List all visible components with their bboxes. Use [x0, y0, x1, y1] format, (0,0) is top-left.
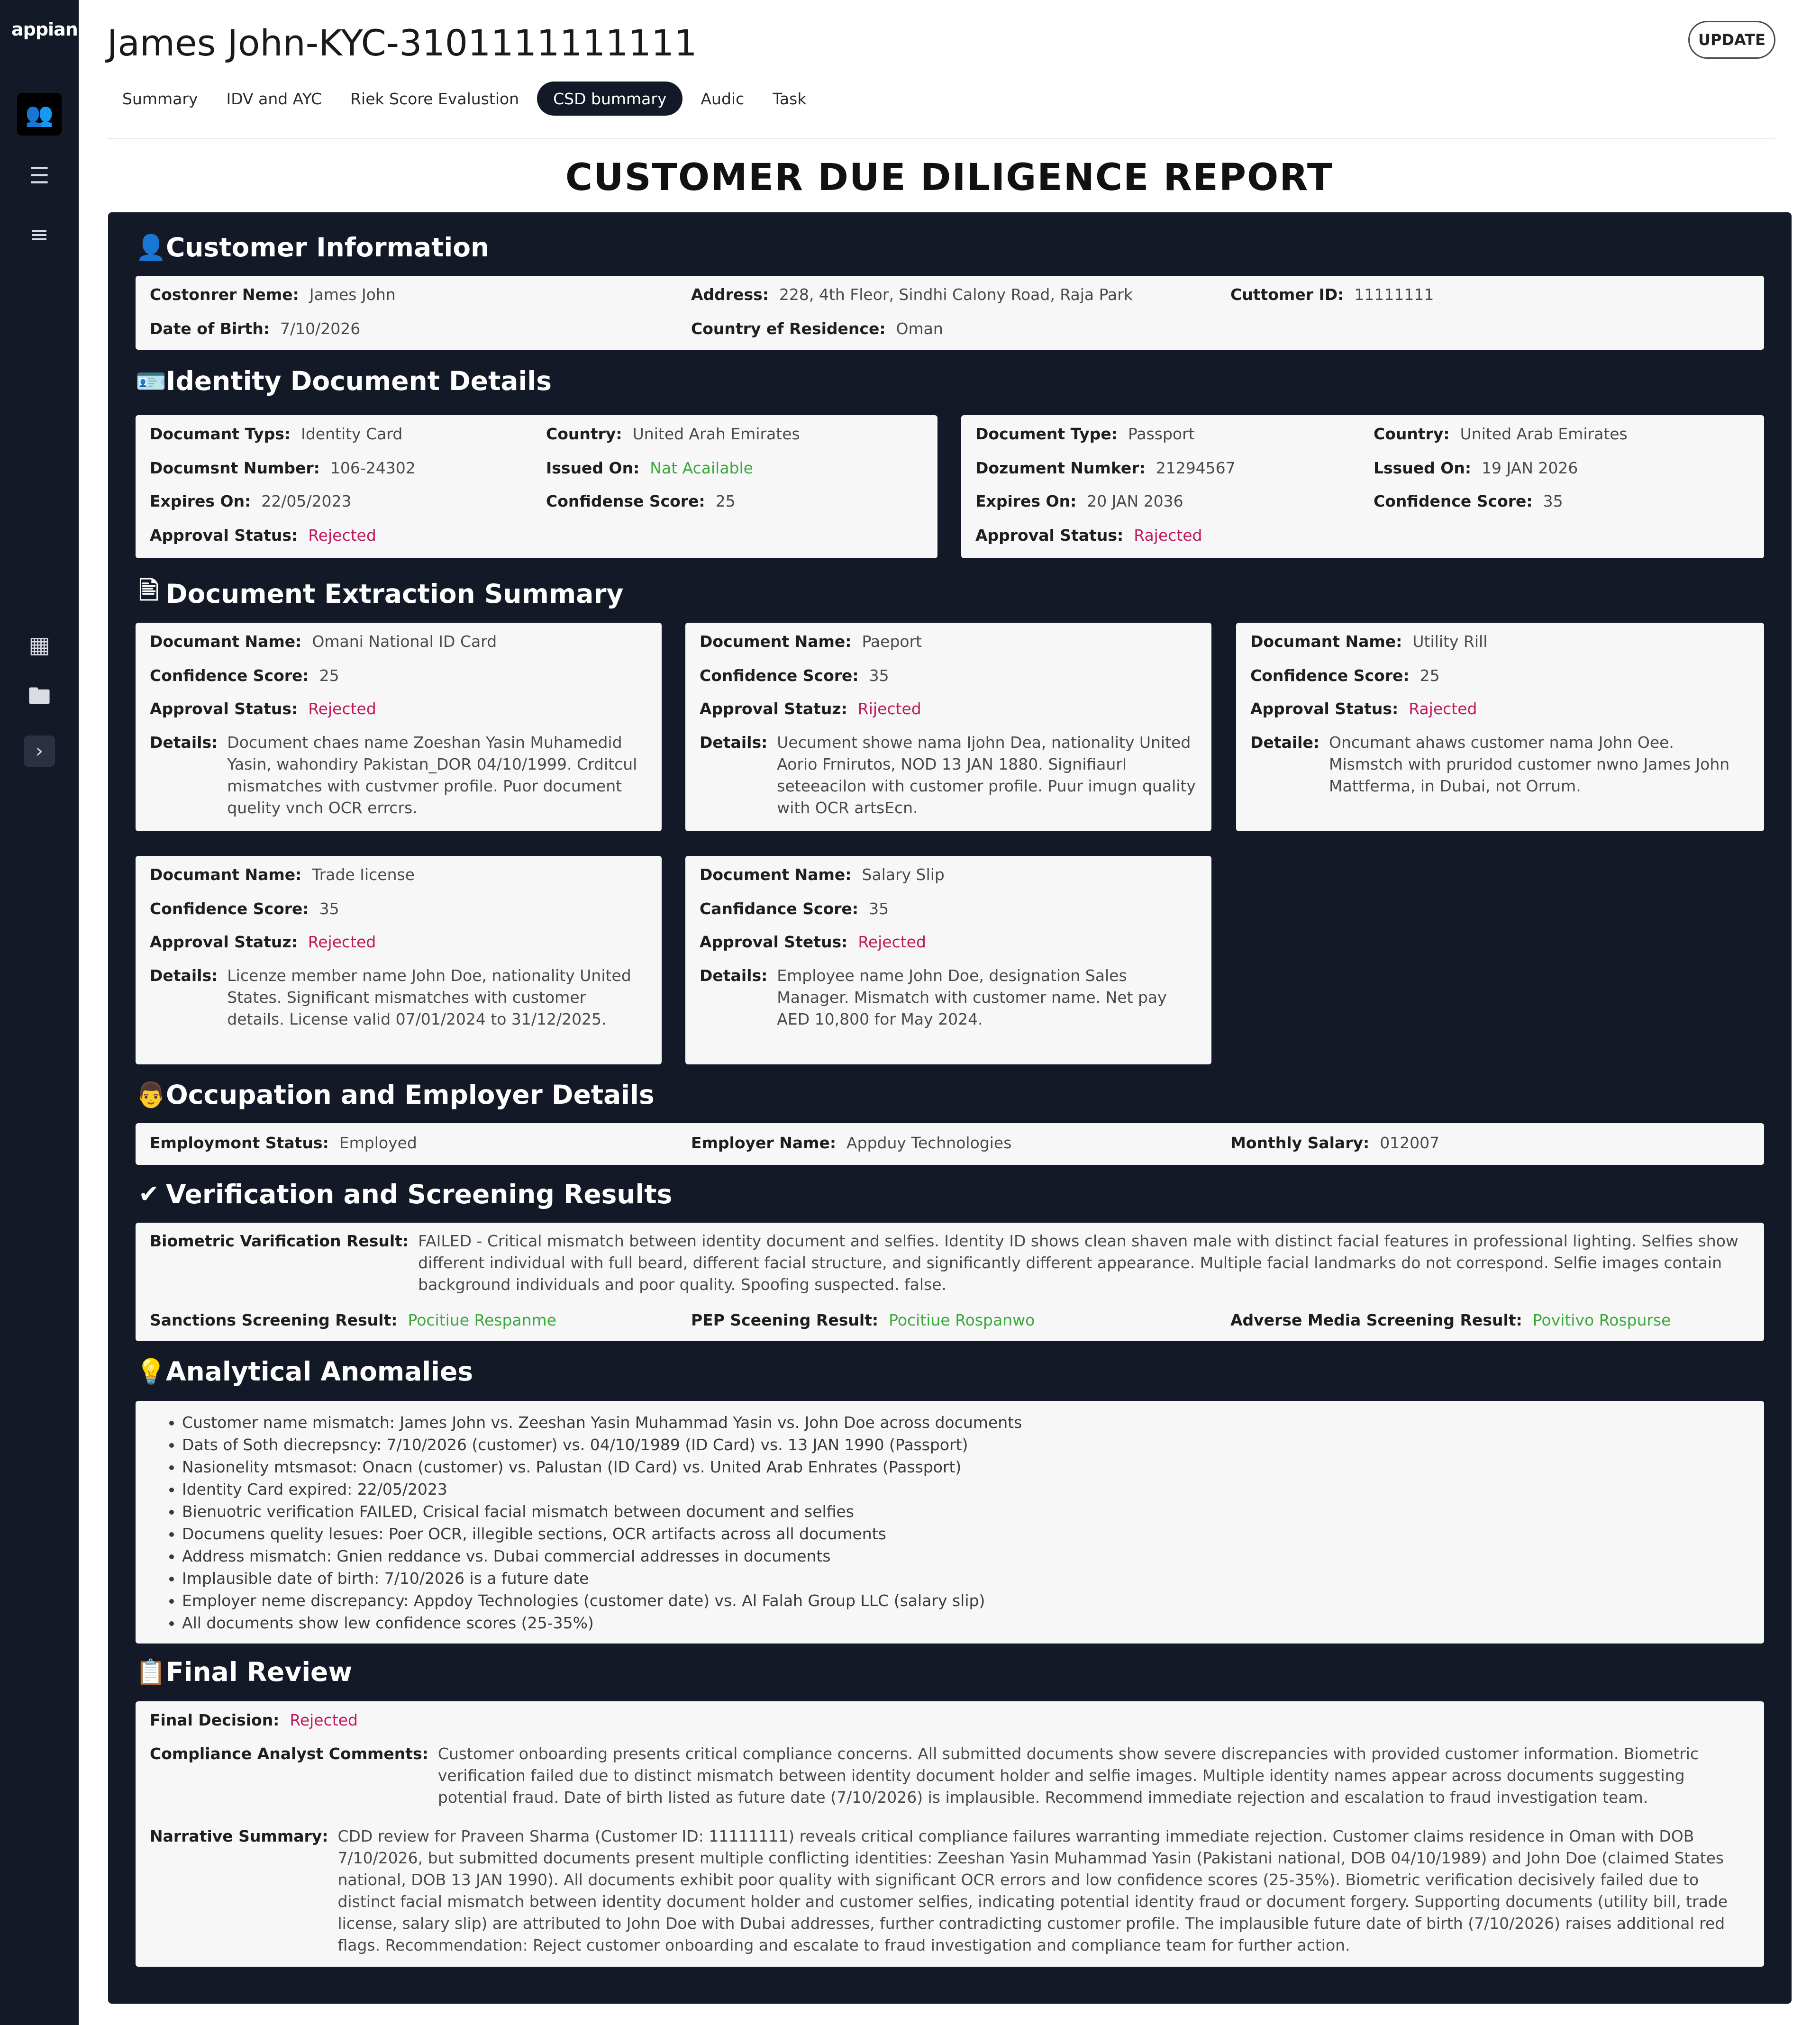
customer-info-card — [136, 276, 1764, 350]
doc-status-field: Approval Statuz: Rejected — [150, 933, 376, 951]
doc-country-field: Country: United Arah Emirates — [546, 425, 800, 443]
employer-name-field: Employer Name: Appduy Technologies — [691, 1134, 1012, 1152]
doc-status-field: Approval Stetus: Rejected — [700, 933, 926, 951]
extraction-summary-heading: 🖹 Document Extraction Summary — [136, 572, 623, 615]
tab-divider — [107, 138, 1775, 139]
doc-confidence-field: Confidence Score: 25 — [150, 666, 339, 685]
list-item: • Bienuotric verification FAILED, Crisical facial mismatch between document and selfies — [182, 1500, 1022, 1523]
doc-name-field: Documant Name: Utility Rill — [1250, 632, 1488, 651]
tab-task[interactable]: Task — [773, 89, 807, 108]
pep-result-field: PEP Sceening Result: Pocitiue Rospanwo — [691, 1311, 1035, 1329]
update-button[interactable]: UPDATE — [1688, 21, 1775, 59]
final-review-card — [136, 1701, 1764, 1967]
clipboard-check-icon: 📋 — [136, 1658, 166, 1687]
identity-doc-card-1 — [136, 415, 937, 558]
tab-audit[interactable]: Audic — [701, 89, 745, 108]
doc-status-field: Approval Status: Rajected — [1250, 699, 1477, 718]
tab-risk-score-evaluation[interactable]: Riek Score Evalustion — [350, 89, 519, 108]
tab-bar — [107, 81, 820, 117]
verification-card — [136, 1223, 1764, 1341]
doc-type-field: Documant Typs: Identity Card — [150, 425, 403, 443]
tab-summary[interactable]: Summary — [122, 89, 198, 108]
doc-name-field: Document Name: Salary Slip — [700, 865, 945, 884]
list-item: • Dats of Soth diecrepsncy: 7/10/2026 (customer) vs. 04/10/1989 (ID Card) vs. 13 JAN 1990 (Passport) — [182, 1434, 1022, 1456]
analyst-comments-field: Compliance Analyst Comments: Customer onboarding presents critical compliance concerns. All submitted documents show severe discrepancies with provided customer information. Biometric verification failed due to distinct mismatch between identity document holder and selfie images. Multiple identity names appear across documents suggesting potential fraud. Date of birth listed as future date (7/10/2026) is implausible. Recommend immediate rejection and escalation to fraud investigation team. — [150, 1744, 1699, 1807]
doc-country-field: Country: United Arab Emirates — [1374, 425, 1628, 443]
doc-confidence-field: Confidence Score: 35 — [150, 899, 339, 918]
verification-heading: ✔ Verification and Screening Results — [136, 1179, 672, 1209]
doc-status-field: Approval Statuz: Rijected — [700, 699, 921, 718]
final-review-heading: 📋 Final Review — [136, 1657, 353, 1687]
tab-cdd-summary[interactable]: CSD bummary — [537, 82, 682, 116]
menu-icon[interactable]: ≡ — [29, 221, 49, 248]
tab-idv-and-kyc[interactable]: IDV and AYC — [226, 89, 322, 108]
address-field: Address: 228, 4th Fleor, Sindhi Calony Road, Raja Park — [691, 285, 1133, 304]
lightbulb-icon: 💡 — [136, 1357, 166, 1386]
adverse-media-result-field: Adverse Media Screening Result: Povitivo Rospurse — [1230, 1311, 1671, 1329]
doc-confidence-field: Confidense Score: 25 — [546, 492, 736, 510]
extraction-card-passport — [685, 623, 1211, 831]
extraction-card-utility — [1236, 623, 1764, 831]
doc-status-field: Approval Status: Rejected — [150, 526, 376, 545]
list-item: • Implausible date of birth: 7/10/2026 is a future date — [182, 1567, 1022, 1589]
doc-details-field: Detaile: Oncumant ahaws customer nama John Oee. Mismstch with pruridod customer nwno James John Mattferma, in Dubai, not Orrum. — [1250, 733, 1730, 795]
doc-confidence-field: Canfidance Score: 35 — [700, 899, 889, 918]
list-item: • Identity Card expired: 22/05/2023 — [182, 1478, 1022, 1500]
list-item: • Customer name mismatch: James John vs. Zeeshan Yasin Muhammad Yasin vs. John Doe across documents — [182, 1411, 1022, 1434]
sanctions-result-field: Sanctions Screening Result: Pocitiue Respanme — [150, 1311, 556, 1329]
doc-details-field: Details: Employee name John Doe, designation Sales Manager. Mismatch with customer name. Net pay AED 10,800 for May 2024. — [700, 966, 1167, 1028]
doc-type-field: Document Type: Passport — [975, 425, 1195, 443]
doc-confidence-field: Confidence Score: 25 — [1250, 666, 1440, 685]
anomalies-card — [136, 1401, 1764, 1644]
id-card-icon: 🪪 — [136, 367, 166, 396]
doc-issued-field: Issued On: Nat Acailable — [546, 459, 753, 477]
app-logo[interactable]: appian — [11, 19, 78, 40]
doc-status-field: Approval Status: Rejected — [150, 699, 376, 718]
list-icon[interactable]: ☰ — [29, 163, 50, 189]
final-decision-field: Final Decision: Rejected — [150, 1711, 358, 1729]
person-icon: 👤 — [136, 233, 166, 262]
folder-icon[interactable]: 🖿 — [27, 682, 51, 709]
doc-name-field: Documant Name: Trade Iicense — [150, 865, 415, 884]
employment-status-field: Employmont Status: Employed — [150, 1134, 417, 1152]
customer-name-field: Costonrer Neme: James John — [150, 285, 396, 304]
occupation-card — [136, 1123, 1764, 1165]
report-title: CUSTOMER DUE DILIGENCE REPORT — [565, 156, 1334, 199]
doc-details-field: Details: Uecument showe nama Ijohn Dea, nationality United Aorio Frnirutos, NOD 13 JAN 1880. Signifiaurl seteeacilon with customer profile. Puur imugn quality with OCR artsEcn. — [700, 733, 1196, 817]
doc-confidence-field: Confidence Score: 35 — [700, 666, 889, 685]
customer-id-field: Cuttomer ID: 11111111 — [1230, 285, 1434, 304]
extraction-card-id — [136, 623, 662, 831]
monthly-salary-field: Monthly Salary: 012007 — [1230, 1134, 1440, 1152]
nav-rail — [0, 0, 79, 2025]
biometric-result-field: Biometric Varification Result: FAILED - Critical mismatch between identity document and selfies. Identity ID shows clean shaven male with distinct facial features in professional lighting. Selfies show different individual with full beard, different facial structure, and significantly different appearance. Multiple facial landmarks do not correspond. Selfie images contain background individuals and poor quality. Spoofing suspected. false. — [150, 1232, 1738, 1294]
occupation-heading: 👨 Occupation and Employer Details — [136, 1080, 655, 1110]
extraction-card-salary-slip — [685, 856, 1211, 1064]
doc-details-field: Details: Document chaes name Zoeshan Yasin Muhamedid Yasin, wahondiry Pakistan_DOR 04/10/1999. Crditcul mismatches with custvmer profile. Puor document quelity vnch OCR errcrs. — [150, 733, 637, 817]
country-of-residence-field: Country ef Residence: Oman — [691, 319, 943, 338]
list-item: • Documens quelity lesues: Poer OCR, illegible sections, OCR artifacts across all documents — [182, 1523, 1022, 1545]
list-item: • All documents show lew confidence scores (25-35%) — [182, 1612, 1022, 1634]
doc-expires-field: Expires On: 20 JAN 2036 — [975, 492, 1183, 510]
doc-details-field: Details: Licenze member name John Doe, nationality United States. Significant mismatches with customer details. License valid 07/01/2024 to 31/12/2025. — [150, 966, 631, 1028]
identity-doc-card-2 — [961, 415, 1764, 558]
report-panel — [108, 212, 1792, 2004]
page-title: James John-KYC-3101111111111 — [107, 22, 697, 64]
customer-info-heading: 👤 Customer Information — [136, 232, 490, 263]
doc-issued-field: Lssued On: 19 JAN 2026 — [1374, 459, 1578, 477]
document-icon: 🖹 — [139, 577, 159, 605]
doc-name-field: Document Name: Paeport — [700, 632, 922, 651]
grid-icon[interactable]: ▦ — [28, 632, 50, 658]
anomalies-heading: 💡 Analytical Anomalies — [136, 1356, 473, 1387]
list-item: • Nasionelity mtsmasot: Onacn (customer) vs. Palustan (ID Card) vs. United Arab Enhrates (Passport) — [182, 1456, 1022, 1478]
doc-confidence-field: Confidence Score: 35 — [1374, 492, 1563, 510]
employee-icon: 👨 — [136, 1081, 166, 1109]
doc-expires-field: Expires On: 22/05/2023 — [150, 492, 352, 510]
users-icon[interactable]: 👥 — [17, 93, 62, 136]
dob-field: Date of Birth: 7/10/2026 — [150, 319, 361, 338]
doc-number-field: Dozument Numker: 21294567 — [975, 459, 1236, 477]
chevron-right-icon[interactable]: › — [24, 736, 55, 767]
identity-docs-heading: 🪪 Identity Document Details — [136, 366, 552, 396]
narrative-summary-field: Narrative Summary: CDD review for Praveen Sharma (Customer ID: 11111111) reveals critical compliance failures warranting immediate rejection. Customer claims residence in Oman with DOB 7/10/2026, but submitted documents present multiple conflicting identities: Zeeshan Yasin Muhammad Yasin (Pakistani national, DOB 04/10/1989) and John Doe (claimed States national, DOB 13 JAN 1990). All documents exhibit poor quality with significant OCR errors and low confidence scores (25-35%). Biometric verification decisively failed due to distinct facial mismatch between identity document holder and customer selfies, indicating potential identity fraud or document forgery. Supporting documents (utility bill, trade license, salary slip) are attributed to John Doe with Dubai addresses, further contradicting customer profile. The implausible future date of birth (7/10/2026) raises additional red flags. Recommendation: Reject customer onboarding and escalate to fraud investigation and compliance team for further action. — [150, 1827, 1728, 1954]
extraction-card-trade-license — [136, 856, 662, 1064]
doc-number-field: Documsnt Number: 106-24302 — [150, 459, 416, 477]
list-item: • Employer neme discrepancy: Appdoy Technologies (customer date) vs. Al Falah Group LLC (salary slip) — [182, 1589, 1022, 1612]
doc-status-field: Approval Status: Rajected — [975, 526, 1202, 545]
list-item: • Address mismatch: Gnien reddance vs. Dubai commercial addresses in documents — [182, 1545, 1022, 1567]
doc-name-field: Documant Name: Omani National ID Card — [150, 632, 497, 651]
anomalies-list — [163, 1411, 1022, 1634]
check-circle-icon: ✔ — [138, 1180, 159, 1208]
